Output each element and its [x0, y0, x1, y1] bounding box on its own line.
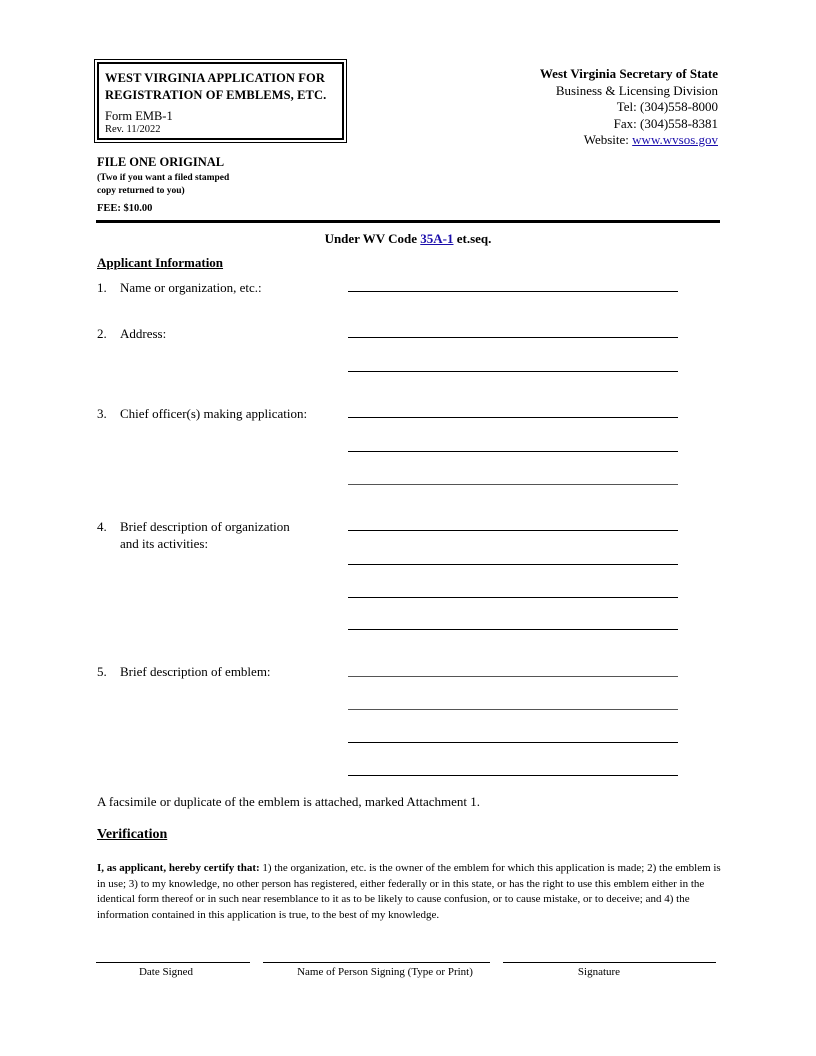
agency-name: West Virginia Secretary of State — [539, 66, 718, 81]
item-number: 3. — [97, 406, 107, 421]
chief-officer-label: Chief officer(s) making application: — [120, 406, 308, 421]
agency-tel: Tel: (304)558-8000 — [616, 99, 718, 114]
name-field-line[interactable] — [348, 291, 678, 292]
agency-website — [540, 132, 718, 149]
form-title-box — [97, 62, 344, 140]
chief-officer-field-line-2[interactable] — [348, 451, 678, 452]
code-prefix: Under WV Code — [324, 231, 421, 246]
name-signing-label: Name of Person Signing (Type or Print) — [297, 966, 473, 978]
organization-description-label — [120, 519, 290, 552]
applicant-info-heading: Applicant Information — [97, 255, 224, 270]
emblem-description-line-1[interactable] — [348, 676, 678, 677]
agency-contact-block — [540, 66, 718, 149]
signature-line[interactable] — [503, 962, 716, 963]
date-signed-label: Date Signed — [138, 966, 194, 978]
item-number: 1. — [97, 280, 107, 295]
verification-body: 1) the organization, etc. is the owner of the emblem for which this application is made; 2) the emblem is in use; 3) to my knowledge, no other person has registered, either federally or in this state, or has the right to use this emblem either in the identical form thereof or in such near resemblance to it as to be likely to cause confusion, or to cause mistake, or to deceive; and 4) the information contained in this application is true, to the best of my knowledge. — [97, 862, 721, 921]
item-number: 2. — [97, 326, 107, 341]
website-link[interactable]: www.wvsos.gov — [632, 132, 718, 147]
wv-code-reference — [0, 231, 816, 247]
name-label: Name or organization, etc.: — [120, 280, 262, 295]
file-one-original: FILE ONE ORIGINAL — [97, 155, 225, 169]
header-divider — [96, 220, 720, 223]
agency-division: Business & Licensing Division — [555, 82, 718, 98]
emblem-description-label: Brief description of emblem: — [120, 664, 271, 679]
organization-description-line-1[interactable] — [348, 530, 678, 531]
verification-lead: I, as applicant, hereby certify that: — [97, 862, 260, 874]
facsimile-note: A facsimile or duplicate of the emblem is attached, marked Attachment 1. — [97, 794, 481, 809]
emblem-description-line-2[interactable] — [348, 709, 678, 710]
form-revision: Rev. 11/2022 — [105, 124, 161, 135]
emblem-description-line-3[interactable] — [348, 742, 678, 743]
chief-officer-field-line-3[interactable] — [348, 484, 678, 485]
address-label: Address: — [120, 326, 167, 341]
file-note-line-1: (Two if you want a filed stamped — [97, 173, 230, 183]
address-field-line-1[interactable] — [348, 337, 678, 338]
code-link[interactable]: 35A-1 — [420, 231, 454, 246]
item-number: 5. — [97, 664, 107, 679]
file-note-line-2: copy returned to you) — [97, 186, 185, 196]
name-signing-line[interactable] — [263, 962, 490, 963]
signature-label: Signature — [577, 966, 621, 978]
chief-officer-field-line-1[interactable] — [348, 417, 678, 418]
verification-statement — [97, 861, 722, 923]
date-signed-line[interactable] — [96, 962, 250, 963]
code-suffix: et.seq. — [453, 231, 492, 246]
form-title-line-1: WEST VIRGINIA APPLICATION FOR — [105, 71, 325, 85]
organization-description-line-3[interactable] — [348, 597, 678, 598]
address-field-line-2[interactable] — [348, 371, 678, 372]
organization-description-label-line-2: and its activities: — [120, 535, 209, 551]
organization-description-line-2[interactable] — [348, 564, 678, 565]
file-note — [97, 172, 229, 198]
organization-description-label-line-1: Brief description of organization — [120, 519, 290, 534]
form-title-line-2: REGISTRATION OF EMBLEMS, ETC. — [105, 88, 327, 102]
filing-fee: FEE: $10.00 — [97, 203, 153, 214]
emblem-description-line-4[interactable] — [348, 775, 678, 776]
verification-heading: Verification — [97, 827, 168, 842]
website-label: Website: — [583, 132, 633, 147]
item-number: 4. — [97, 519, 107, 534]
organization-description-line-4[interactable] — [348, 629, 678, 630]
form-number: Form EMB-1 — [105, 109, 173, 123]
agency-fax: Fax: (304)558-8381 — [613, 115, 718, 131]
